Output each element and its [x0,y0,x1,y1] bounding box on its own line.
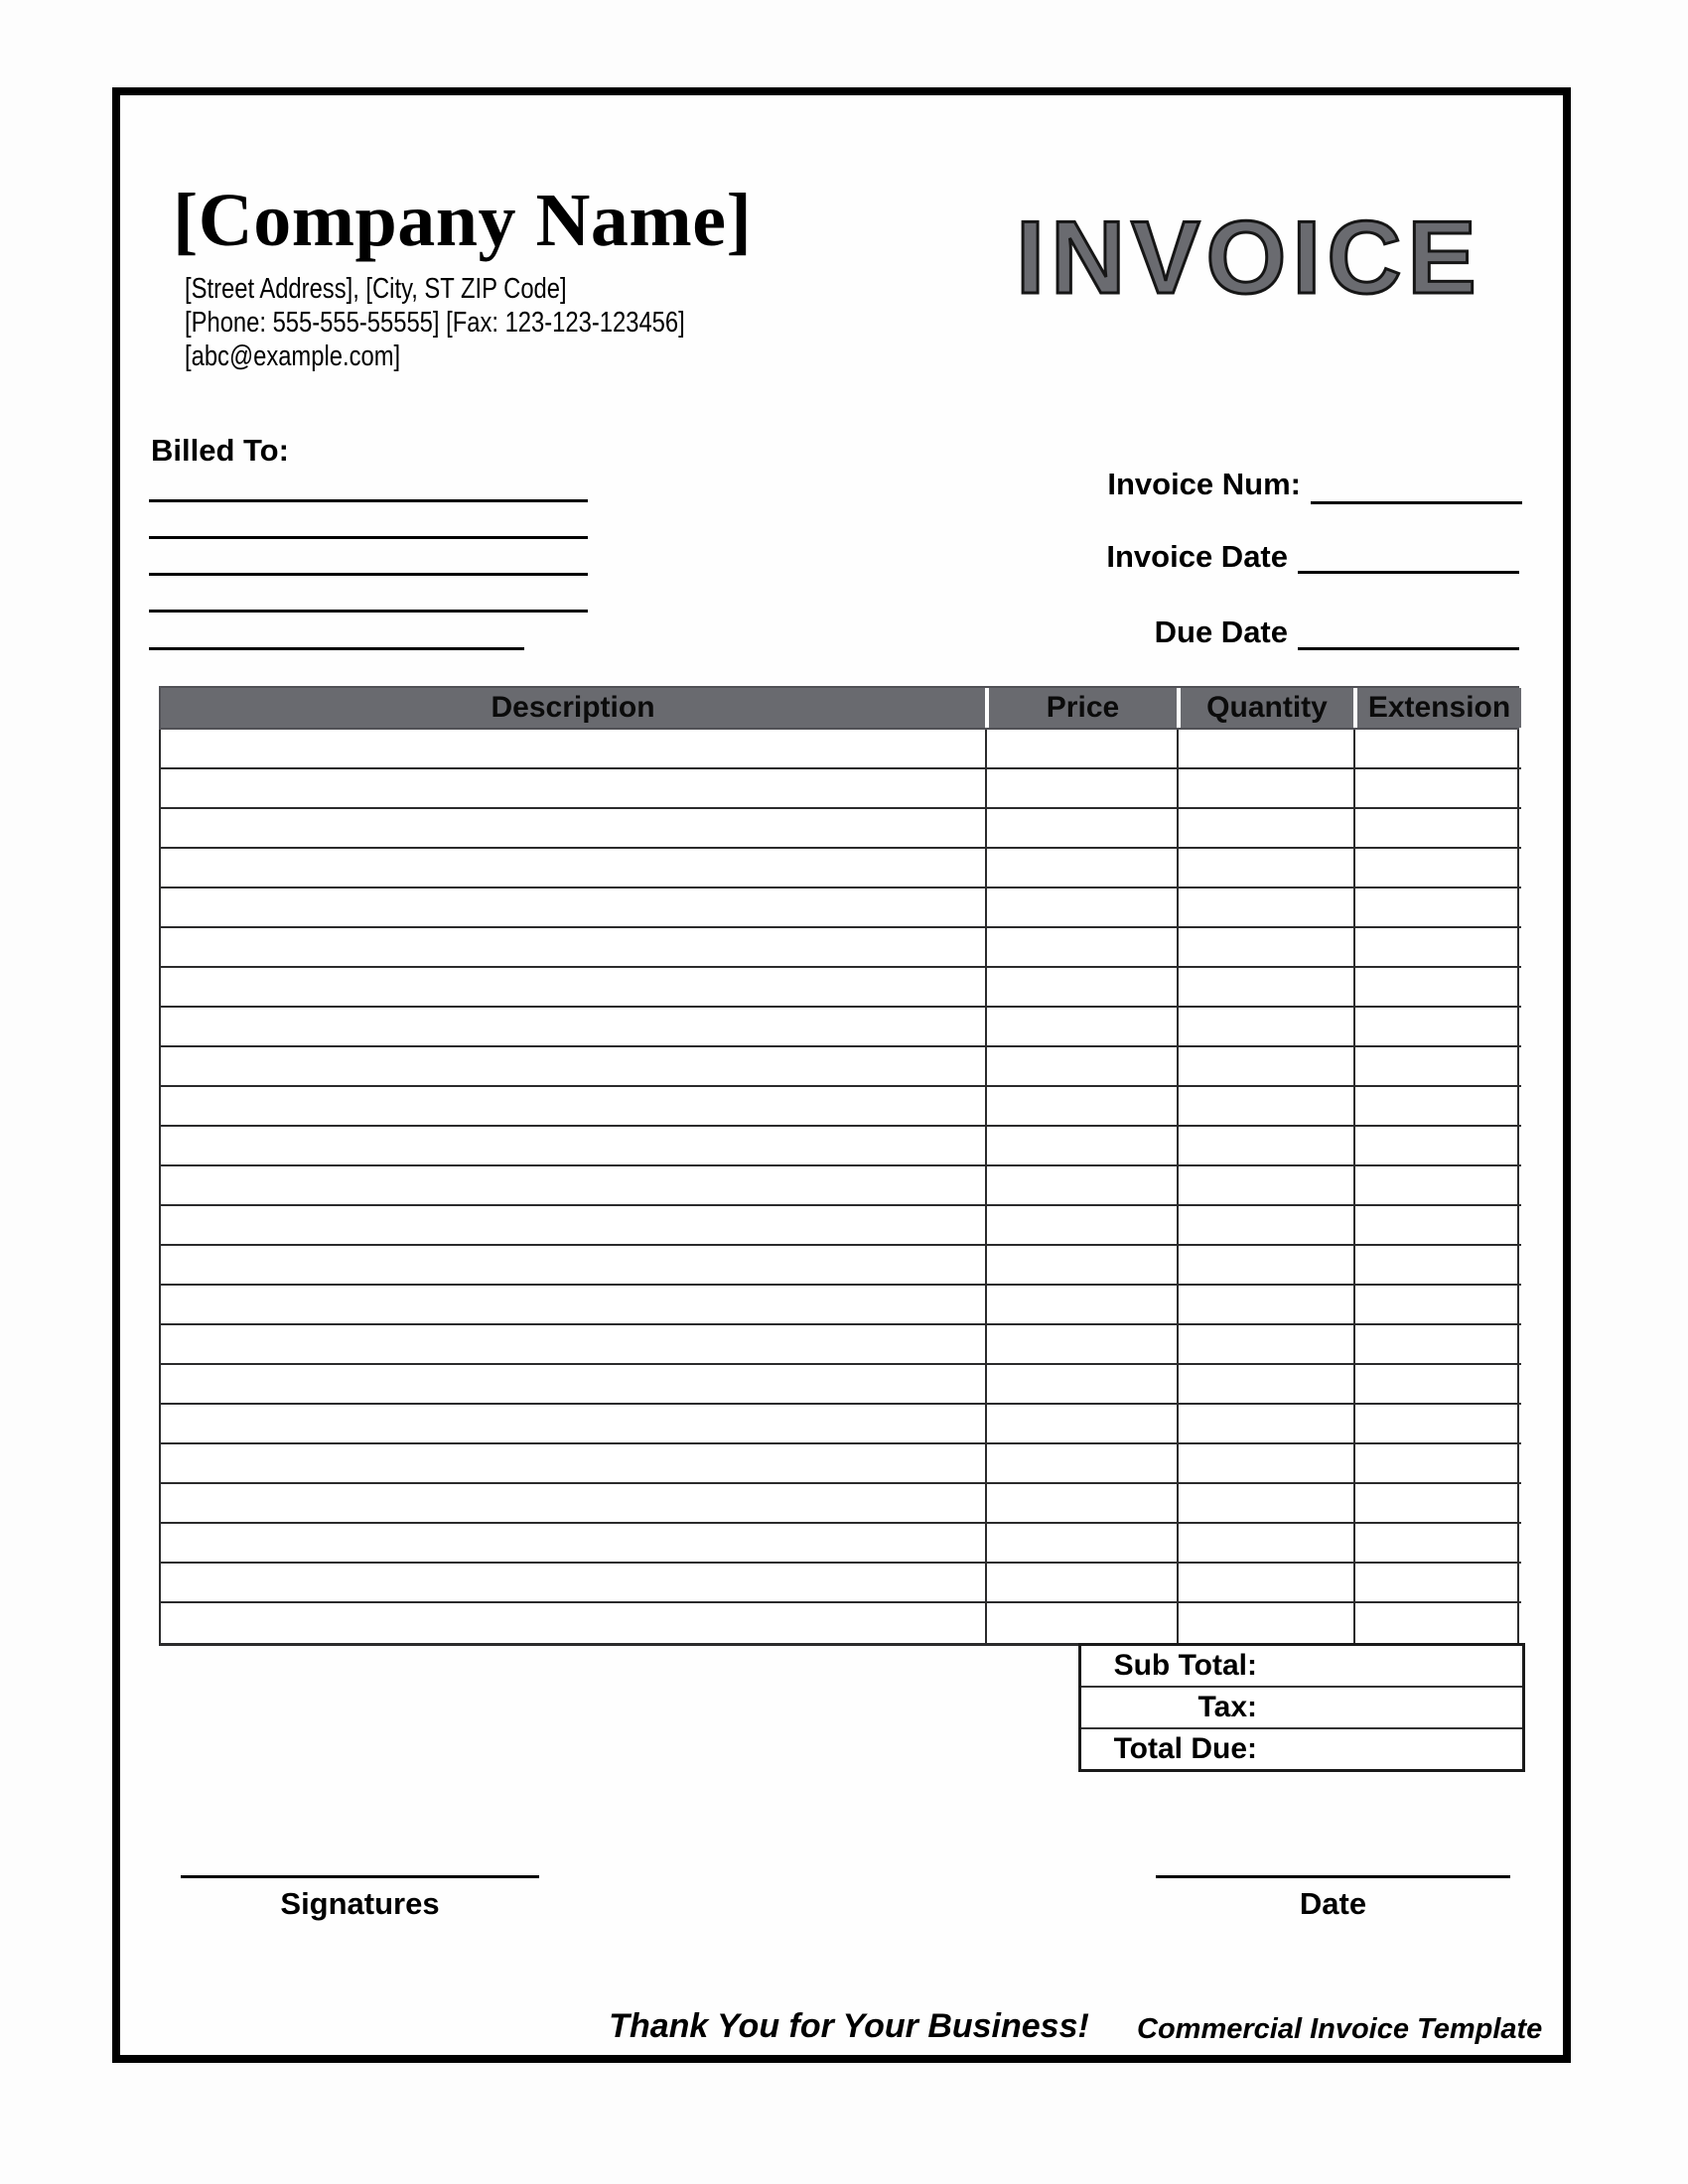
table-cell[interactable] [1177,1365,1353,1405]
invoice-title: INVOICE [1016,201,1482,316]
table-cell[interactable] [161,1444,985,1484]
table-cell[interactable] [985,1206,1177,1246]
table-cell[interactable] [985,888,1177,928]
table-cell[interactable] [161,1008,985,1047]
table-cell[interactable] [1353,1166,1521,1206]
table-cell[interactable] [1177,1524,1353,1564]
table-cell[interactable] [1177,888,1353,928]
table-cell[interactable] [1353,1206,1521,1246]
subtotal-row [1081,1646,1522,1686]
table-cell[interactable] [1177,1206,1353,1246]
footer-thanks-message: Thank You for Your Business! [609,2007,1089,2045]
items-table-header [159,686,1519,730]
table-cell[interactable] [985,1484,1177,1524]
table-cell[interactable] [1353,928,1521,968]
signatures-line[interactable] [181,1875,539,1878]
invoice-date-label: Invoice Date [1106,539,1288,574]
table-cell[interactable] [1353,1008,1521,1047]
table-cell[interactable] [1353,1484,1521,1524]
table-cell[interactable] [1177,1166,1353,1206]
company-address-block [185,272,685,373]
table-cell[interactable] [1177,1405,1353,1444]
billed-to-line[interactable] [149,536,588,539]
table-cell[interactable] [1177,1047,1353,1087]
table-cell[interactable] [161,1206,985,1246]
due-date-label: Due Date [1154,614,1288,649]
table-cell[interactable] [1353,888,1521,928]
table-cell[interactable] [985,1286,1177,1325]
table-cell[interactable] [1353,1246,1521,1286]
table-cell[interactable] [985,769,1177,809]
table-cell[interactable] [161,1325,985,1365]
table-cell[interactable] [1353,849,1521,888]
table-cell[interactable] [985,1127,1177,1166]
table-cell[interactable] [1353,1365,1521,1405]
table-cell[interactable] [161,730,985,769]
table-cell[interactable] [1353,730,1521,769]
billed-to-line[interactable] [149,499,588,502]
table-cell[interactable] [1177,1127,1353,1166]
table-cell[interactable] [161,1246,985,1286]
table-cell[interactable] [161,809,985,849]
due-date-line[interactable] [1298,647,1519,650]
table-cell[interactable] [161,888,985,928]
total-due-value[interactable] [1257,1729,1522,1769]
signatures-label: Signatures [280,1886,440,1921]
column-header-quantity: Quantity [1177,688,1353,728]
table-cell[interactable] [985,1564,1177,1603]
table-cell[interactable] [1353,1564,1521,1603]
table-cell[interactable] [161,1405,985,1444]
table-cell[interactable] [1177,1564,1353,1603]
table-cell[interactable] [161,769,985,809]
items-table-body [159,730,1519,1646]
table-cell[interactable] [985,928,1177,968]
table-cell[interactable] [1353,1325,1521,1365]
billed-to-label: Billed To: [151,433,289,468]
company-address-line: [Street Address], [City, ST ZIP Code] [185,273,567,305]
tax-label: Tax: [1197,1691,1257,1723]
table-cell[interactable] [1353,1127,1521,1166]
table-cell[interactable] [161,849,985,888]
table-cell[interactable] [161,1166,985,1206]
table-cell[interactable] [1177,769,1353,809]
column-header-extension: Extension [1353,688,1521,728]
table-cell[interactable] [1177,928,1353,968]
items-table [159,686,1519,1646]
total-due-label: Total Due: [1113,1732,1257,1765]
table-cell[interactable] [1353,1444,1521,1484]
table-cell[interactable] [1353,1286,1521,1325]
table-cell[interactable] [161,1127,985,1166]
subtotal-value[interactable] [1257,1646,1522,1686]
table-cell[interactable] [1177,1246,1353,1286]
table-cell[interactable] [161,1286,985,1325]
table-cell[interactable] [985,1246,1177,1286]
table-cell[interactable] [161,1047,985,1087]
table-cell[interactable] [1353,1524,1521,1564]
table-cell[interactable] [1177,1286,1353,1325]
table-cell[interactable] [1177,1087,1353,1127]
company-address-line: [Phone: 555-555-55555] [Fax: 123-123-123456] [185,307,685,339]
subtotal-label: Sub Total: [1113,1649,1257,1682]
total-due-row [1081,1727,1522,1769]
table-cell[interactable] [985,1325,1177,1365]
table-cell[interactable] [985,1365,1177,1405]
table-cell[interactable] [985,1444,1177,1484]
table-cell[interactable] [1177,809,1353,849]
column-header-price: Price [985,688,1177,728]
table-cell[interactable] [985,1166,1177,1206]
column-header-description: Description [161,688,985,728]
table-cell[interactable] [985,1603,1177,1643]
company-name: [Company Name] [173,179,753,262]
table-cell[interactable] [161,1564,985,1603]
invoice-num-line[interactable] [1311,501,1522,504]
date-label: Date [1299,1886,1367,1921]
billed-to-line[interactable] [149,573,588,576]
table-cell[interactable] [985,968,1177,1008]
table-cell[interactable] [985,1008,1177,1047]
table-cell[interactable] [161,1365,985,1405]
billed-to-line[interactable] [149,647,524,650]
table-cell[interactable] [1353,769,1521,809]
invoice-num-label: Invoice Num: [1107,467,1301,501]
table-cell[interactable] [1177,730,1353,769]
table-cell[interactable] [161,928,985,968]
table-cell[interactable] [1353,809,1521,849]
date-line[interactable] [1156,1875,1510,1878]
table-cell[interactable] [1353,968,1521,1008]
table-cell[interactable] [1177,1325,1353,1365]
table-cell[interactable] [1177,1444,1353,1484]
table-cell[interactable] [1177,1008,1353,1047]
table-cell[interactable] [1177,1603,1353,1643]
tax-row [1081,1686,1522,1727]
table-cell[interactable] [1353,1603,1521,1643]
footer-template-credit: Commercial Invoice Template [1137,2013,1543,2045]
company-address-line: [abc@example.com] [185,341,401,372]
table-cell[interactable] [1353,1405,1521,1444]
table-cell[interactable] [161,1484,985,1524]
table-cell[interactable] [985,849,1177,888]
table-cell[interactable] [985,1524,1177,1564]
totals-box [1078,1643,1525,1772]
table-cell[interactable] [985,1087,1177,1127]
table-cell[interactable] [161,1524,985,1564]
table-cell[interactable] [1177,849,1353,888]
table-cell[interactable] [1177,1484,1353,1524]
table-cell[interactable] [985,809,1177,849]
table-cell[interactable] [161,1603,985,1643]
tax-value[interactable] [1257,1688,1522,1727]
table-cell[interactable] [1353,1087,1521,1127]
table-cell[interactable] [985,1405,1177,1444]
invoice-date-line[interactable] [1298,571,1519,574]
billed-to-line[interactable] [149,610,588,613]
table-cell[interactable] [985,730,1177,769]
table-cell[interactable] [1353,1047,1521,1087]
table-cell[interactable] [1177,968,1353,1008]
table-cell[interactable] [161,968,985,1008]
table-cell[interactable] [985,1047,1177,1087]
table-cell[interactable] [161,1087,985,1127]
